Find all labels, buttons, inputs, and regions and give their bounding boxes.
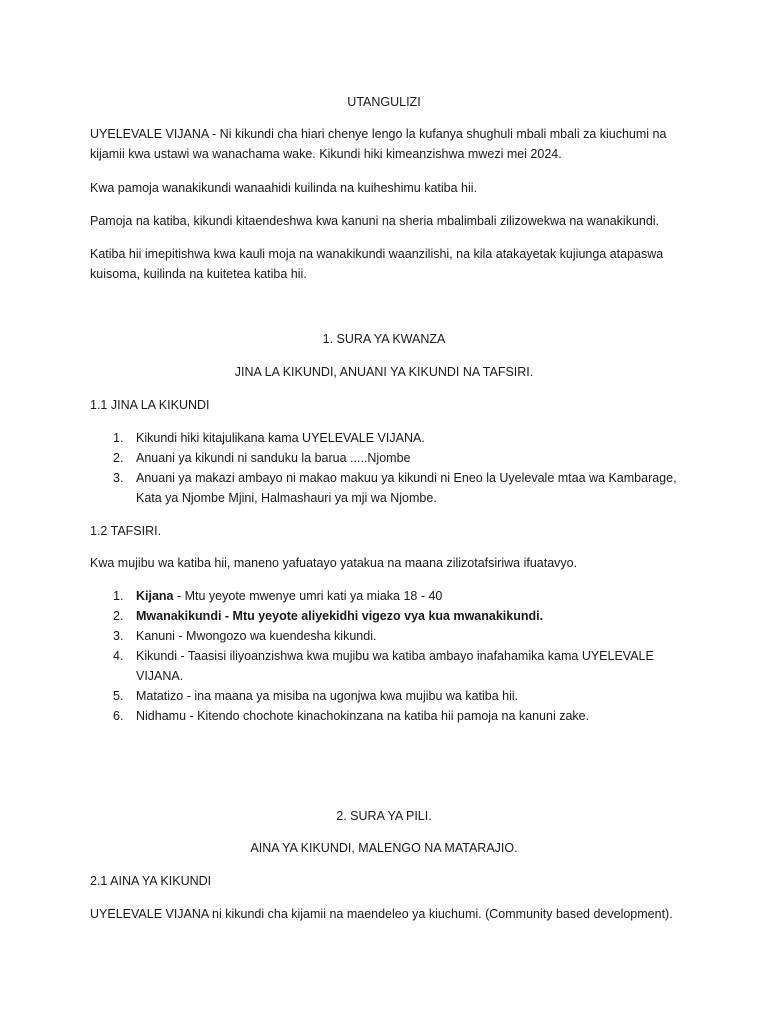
list-item-text: Anuani ya kikundi ni sanduku la barua .....Njombe bbox=[136, 451, 411, 465]
intro-paragraph-2: Kwa pamoja wanakikundi wanaahidi kuilinda na kuiheshimu katiba hii. bbox=[90, 181, 478, 195]
list-item bbox=[90, 706, 690, 726]
list-item bbox=[90, 428, 690, 448]
intro-paragraph-4: Katiba hii imepitishwa kwa kauli moja na wanakikundi waanzilishi, na kila atakayetak kujiunga atapaswa kuisoma, kuilinda na kuitetea katiba hii. bbox=[90, 247, 664, 281]
list-item bbox=[90, 626, 690, 646]
list-item-text: - Mtu yeyote mwenye umri kati ya miaka 18 - 40 bbox=[173, 589, 443, 603]
list-item-number: 1. bbox=[113, 589, 124, 603]
list-item-text: Anuani ya makazi ambayo ni makao makuu ya kikundi ni Eneo la Uyelevale mtaa wa Kambarage, Kata ya Njombe Mjini, Halmashauri ya mji wa Njombe. bbox=[136, 471, 677, 505]
list-item-number: 1. bbox=[113, 431, 124, 445]
intro-paragraph-1: UYELEVALE VIJANA - Ni kikundi cha hiari chenye lengo la kufanya shughuli mbali mbali za kiuchumi na kijamii kwa ustawi wa wanachama wake. Kikundi hiki kimeanzishwa mwezi mei 2024. bbox=[90, 127, 667, 161]
list-item-term: Kijana bbox=[136, 589, 174, 603]
section-2-1-paragraph: UYELEVALE VIJANA ni kikundi cha kijamii na maendeleo ya kiuchumi. (Community based development). bbox=[90, 907, 673, 921]
list-item bbox=[90, 646, 690, 686]
list-item-number: 2. bbox=[113, 451, 124, 465]
section-1-2-intro: Kwa mujibu wa katiba hii, maneno yafuatayo yatakua na maana zilizotafsiriwa ifuatavyo. bbox=[90, 556, 578, 570]
list-item-text: Kikundi hiki kitajulikana kama UYELEVALE VIJANA. bbox=[136, 431, 425, 445]
intro-paragraph-3: Pamoja na katiba, kikundi kitaendeshwa kwa kanuni na sheria mbalimbali zilizowekwa na wanakikundi. bbox=[90, 214, 660, 228]
list-item bbox=[90, 686, 690, 706]
list-item-text: - Mtu yeyote aliyekidhi vigezo vya kua mwanakikundi. bbox=[221, 609, 544, 623]
section-2-1-heading: 2.1 AINA YA KIKUNDI bbox=[90, 874, 212, 888]
list-item-number: 2. bbox=[113, 609, 124, 623]
list-item bbox=[90, 468, 690, 508]
list-item-number: 3. bbox=[113, 471, 124, 485]
chapter1-title: 1. SURA YA KWANZA bbox=[322, 332, 446, 346]
chapter2-title: 2. SURA YA PILI. bbox=[336, 809, 432, 823]
list-item bbox=[90, 586, 690, 606]
list-item-term: Mwanakikundi bbox=[136, 609, 222, 623]
list-item-term: Kanuni bbox=[136, 629, 175, 643]
list-item-term: Nidhamu bbox=[136, 709, 187, 723]
list-item-number: 4. bbox=[113, 649, 124, 663]
list-item-text: - Kitendo chochote kinachokinzana na katiba hii pamoja na kanuni zake. bbox=[186, 709, 590, 723]
section-1-2-heading: 1.2 TAFSIRI. bbox=[90, 524, 162, 538]
list-item bbox=[90, 606, 690, 626]
list-item-number: 6. bbox=[113, 709, 124, 723]
list-item bbox=[90, 448, 690, 468]
list-item-text: - ina maana ya misiba na ugonjwa kwa mujibu wa katiba hii. bbox=[183, 689, 519, 703]
section-1-1-list bbox=[90, 428, 690, 508]
list-item-term: Kikundi bbox=[136, 649, 177, 663]
chapter2-subtitle: AINA YA KIKUNDI, MALENGO NA MATARAJIO. bbox=[250, 841, 518, 855]
list-item-number: 5. bbox=[113, 689, 124, 703]
intro-heading: UTANGULIZI bbox=[347, 95, 421, 109]
list-item-term: Matatizo bbox=[136, 689, 184, 703]
list-item-text: - Taasisi iliyoanzishwa kwa mujibu wa katiba ambayo inafahamika kama UYELEVALE VIJANA. bbox=[136, 649, 654, 683]
list-item-number: 3. bbox=[113, 629, 124, 643]
section-1-2-list bbox=[90, 586, 690, 726]
section-1-1-heading: 1.1 JINA LA KIKUNDI bbox=[90, 398, 210, 412]
list-item-text: - Mwongozo wa kuendesha kikundi. bbox=[174, 629, 377, 643]
chapter1-subtitle: JINA LA KIKUNDI, ANUANI YA KIKUNDI NA TAFSIRI. bbox=[234, 365, 534, 379]
